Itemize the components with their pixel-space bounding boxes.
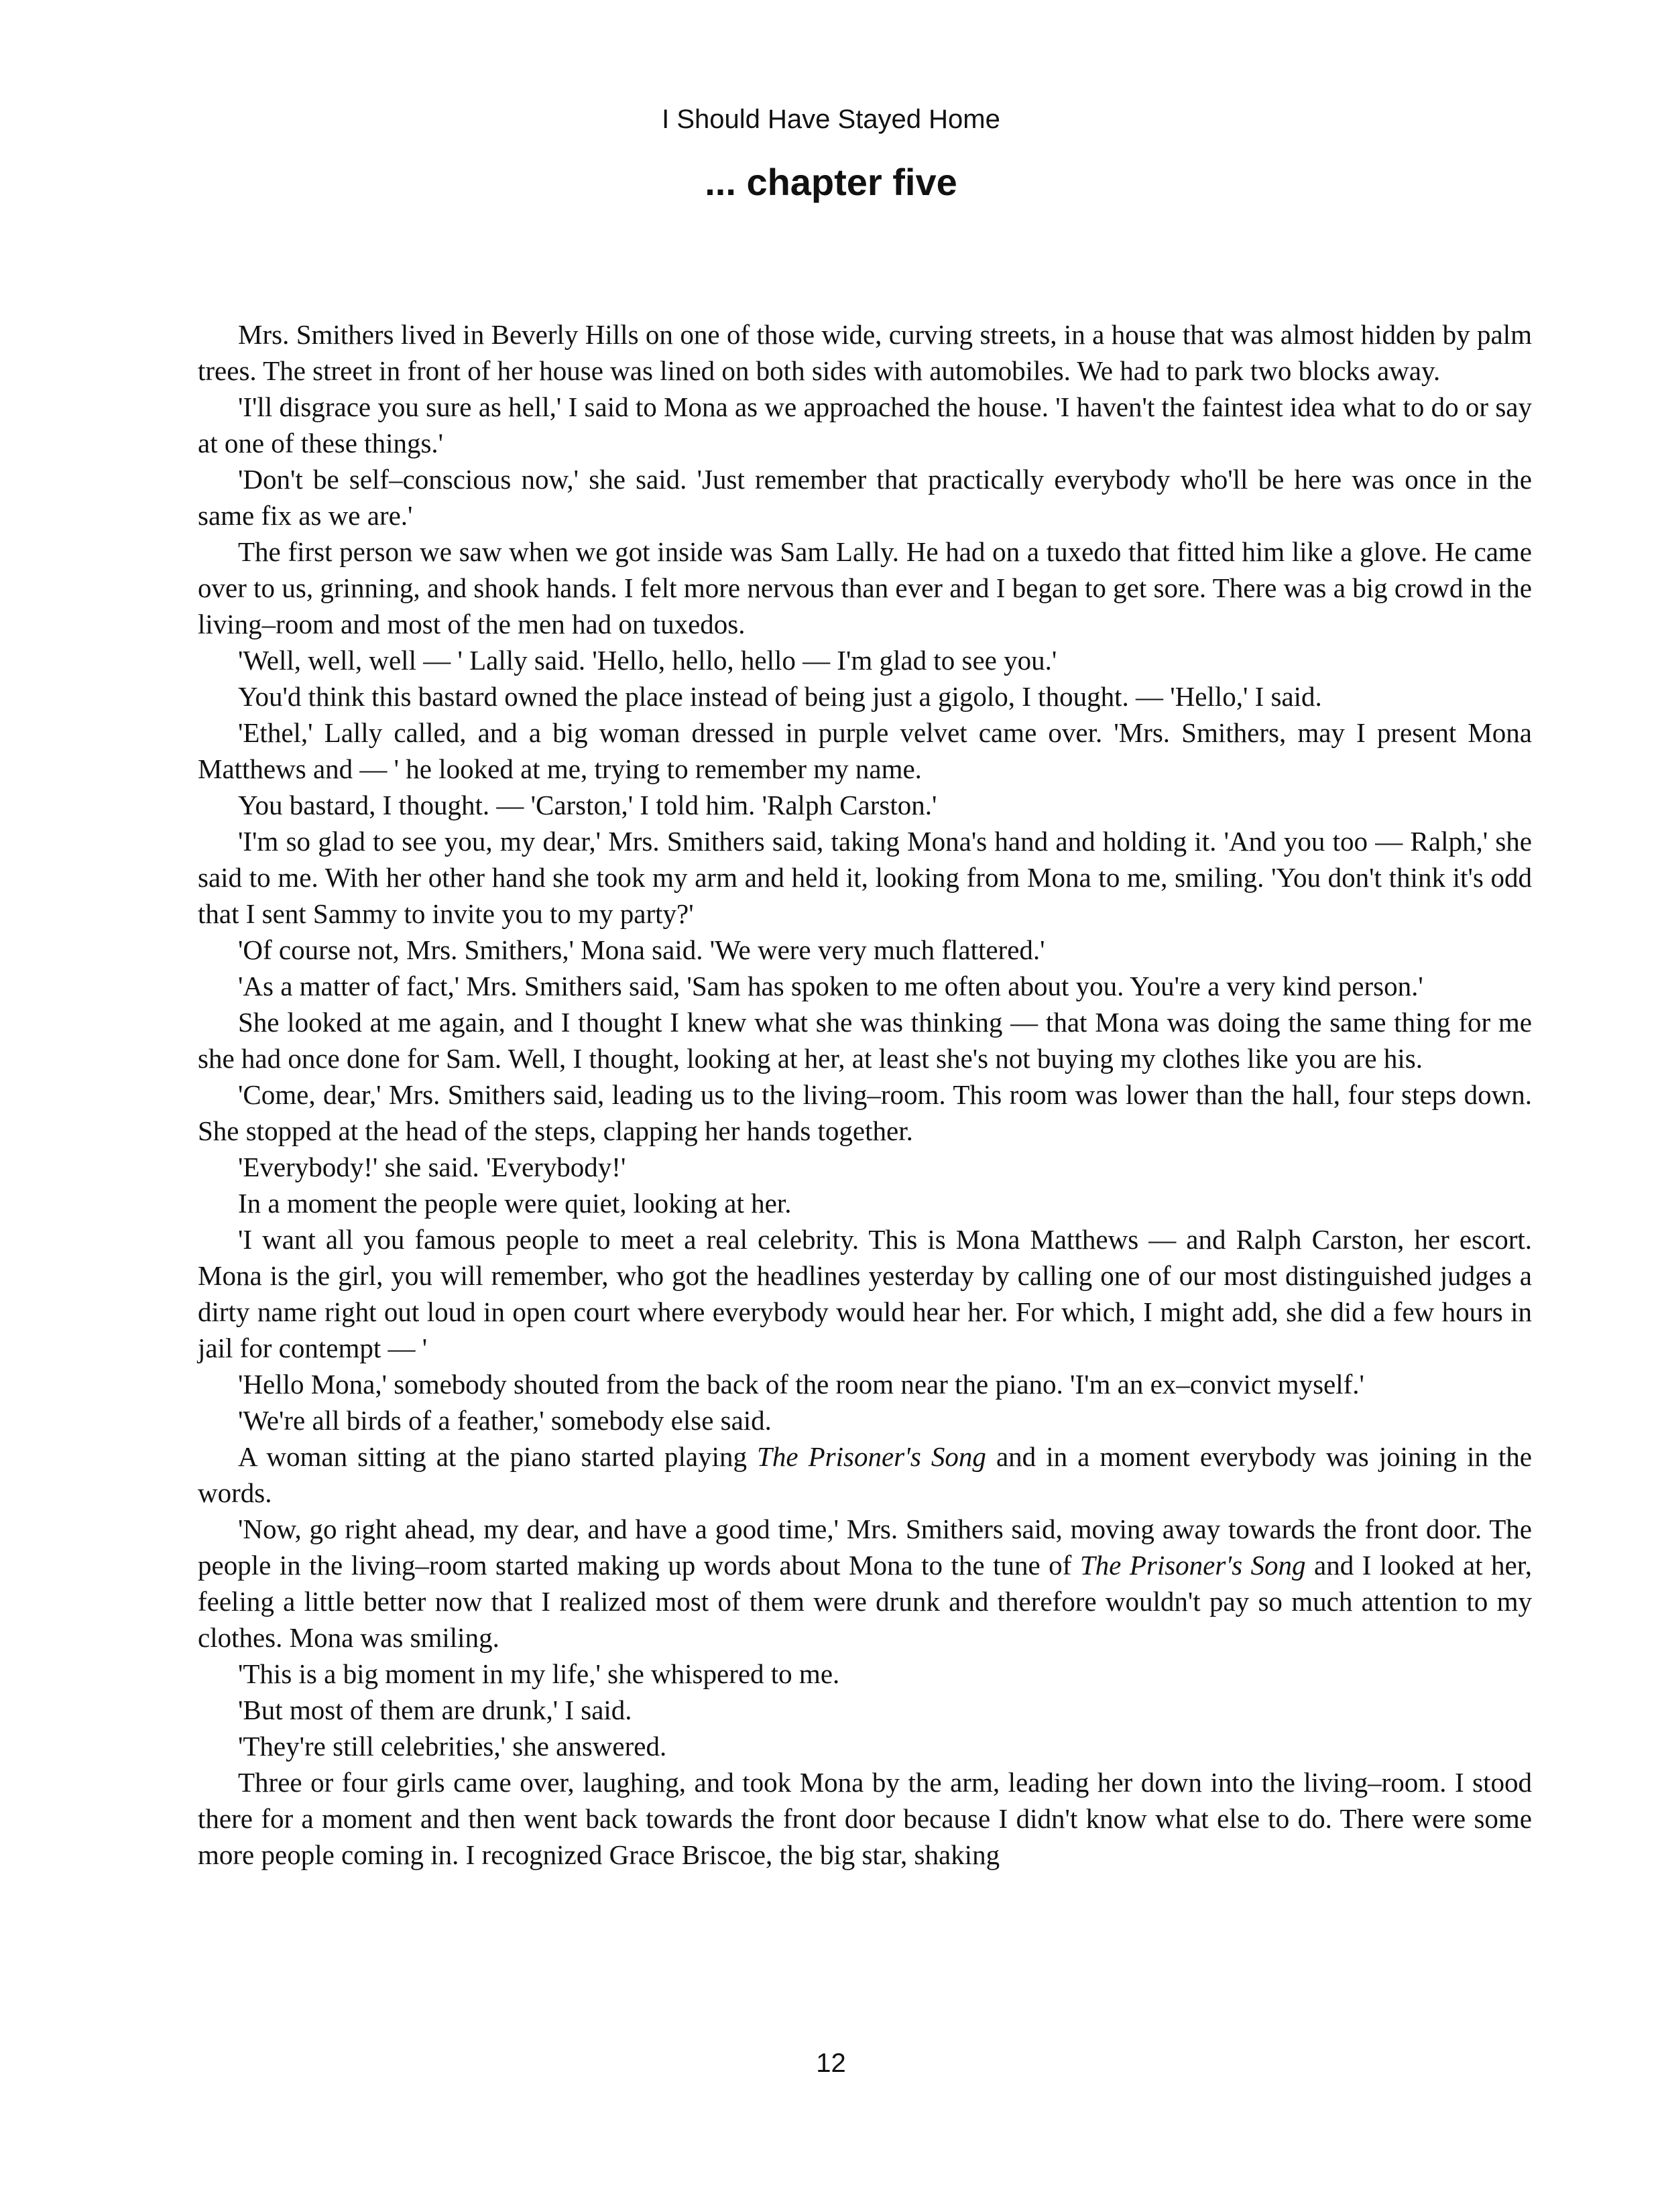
paragraph-text: 'But most of them are drunk,' I said. [238, 1695, 632, 1725]
paragraph [198, 389, 1532, 461]
paragraph [198, 1764, 1532, 1873]
paragraph [198, 1438, 1532, 1511]
paragraph-text: 'Don't be self–conscious now,' she said. 'Just remember that practically everybody who'll be here was once in the same fix as we are.' [198, 464, 1532, 531]
paragraph [198, 1004, 1532, 1077]
paragraph [198, 316, 1532, 389]
paragraph-text: 'I'll disgrace you sure as hell,' I said to Mona as we approached the house. 'I haven't the faintest idea what to do or say at one of these things.' [198, 391, 1532, 458]
paragraph-text: and in a moment everybody was joining in the words. [198, 1441, 1533, 1508]
paragraph [198, 1728, 1532, 1764]
paragraph [198, 642, 1532, 678]
paragraph-text: 'As a matter of fact,' Mrs. Smithers said, 'Sam has spoken to me often about you. You're a very kind person.' [238, 971, 1423, 1001]
paragraph [198, 1402, 1532, 1438]
paragraph [198, 1692, 1532, 1728]
paragraph-text: You bastard, I thought. — 'Carston,' I told him. 'Ralph Carston.' [238, 790, 937, 820]
paragraph-text: 'I'm so glad to see you, my dear,' Mrs. Smithers said, taking Mona's hand and holding it. 'And you too — Ralph,' she said to me. With her other hand she took my arm and held it, looking from Mona to me, smiling. 'You don't think it's odd that I sent Sammy to invite you to my party?' [198, 826, 1532, 929]
paragraph-text: 'Ethel,' Lally called, and a big woman dressed in purple velvet came over. 'Mrs. Smithers, may I present Mona Matthews and — ' he looked at me, trying to remember my name. [198, 717, 1532, 784]
paragraph-text: She looked at me again, and I thought I knew what she was thinking — that Mona was doing the same thing for me she had once done for Sam. Well, I thought, looking at her, at least she's not buying my clothes like you are his. [198, 1007, 1532, 1074]
paragraph [198, 968, 1532, 1004]
paragraph [198, 1366, 1532, 1402]
paragraph-text: 'Now, go right ahead, my dear, and have a good time,' Mrs. Smithers said, moving away towards the front door. The people in the living–room started making up words about Mona to the tune of [198, 1514, 1532, 1581]
paragraph-text: 'We're all birds of a feather,' somebody else said. [238, 1405, 772, 1436]
paragraph-text: 'Well, well, well — ' Lally said. 'Hello, hello, hello — I'm glad to see you.' [238, 645, 1057, 676]
paragraph-text: 'Everybody!' she said. 'Everybody!' [238, 1152, 626, 1182]
paragraph [198, 1221, 1532, 1366]
paragraph [198, 1185, 1532, 1221]
paragraph-text: 'Come, dear,' Mrs. Smithers said, leading us to the living–room. This room was lower than the hall, four steps down. She stopped at the head of the steps, clapping her hands together. [198, 1079, 1532, 1146]
paragraph-text: You'd think this bastard owned the place instead of being just a gigolo, I thought. — 'Hello,' I said. [238, 681, 1322, 712]
paragraph [198, 1656, 1532, 1692]
paragraph-text: 'Of course not, Mrs. Smithers,' Mona said. 'We were very much flattered.' [238, 934, 1045, 965]
page-number: 12 [816, 2048, 846, 2078]
paragraph-text: A woman sitting at the piano started playing [238, 1441, 758, 1472]
paragraph-text: 'They're still celebrities,' she answered. [238, 1731, 667, 1762]
running-head: I Should Have Stayed Home [662, 105, 1000, 134]
paragraph-text: Three or four girls came over, laughing, and took Mona by the arm, leading her down into the living–room. I stood there for a moment and then went back towards the front door because I didn't know what else to do. There were some more people coming in. I recognized Grace Briscoe, the big star, shaking [198, 1767, 1532, 1870]
paragraph-text: In a moment the people were quiet, looking at her. [238, 1188, 792, 1219]
paragraph [198, 787, 1532, 823]
song-title: The Prisoner's Song [1079, 1550, 1306, 1581]
chapter-title: ... chapter five [705, 161, 957, 203]
paragraph-text: 'I want all you famous people to meet a real celebrity. This is Mona Matthews — and Ralph Carston, her escort. Mona is the girl, you will remember, who got the headlines yesterday by calling one of our most distinguished judges a dirty name right out loud in open court where everybody would hear her. For which, I might add, she did a few hours in jail for contempt — ' [198, 1224, 1532, 1363]
paragraph [198, 1077, 1532, 1149]
paragraph-text: and I looked at her, feeling a little better now that I realized most of them were drunk and therefore wouldn't pay so much attention to my clothes. Mona was smiling. [198, 1550, 1532, 1653]
paragraph-text: Mrs. Smithers lived in Beverly Hills on one of those wide, curving streets, in a house that was almost hidden by palm trees. The street in front of her house was lined on both sides with automobiles. We had to park two blocks away. [198, 319, 1532, 386]
song-title: The Prisoner's Song [757, 1441, 986, 1472]
paragraph [198, 534, 1532, 642]
paragraph [198, 1149, 1532, 1185]
paragraph-text: 'Hello Mona,' somebody shouted from the back of the room near the piano. 'I'm an ex–convict myself.' [238, 1369, 1364, 1400]
paragraph [198, 715, 1532, 787]
paragraph [198, 932, 1532, 968]
paragraph [198, 823, 1532, 932]
paragraph [198, 1511, 1532, 1656]
paragraph-text: The first person we saw when we got inside was Sam Lally. He had on a tuxedo that fitted him like a glove. He came over to us, grinning, and shook hands. I felt more nervous than ever and I began to get sore. There was a big crowd in the living–room and most of the men had on tuxedos. [198, 536, 1532, 639]
paragraph-text: 'This is a big moment in my life,' she whispered to me. [238, 1658, 840, 1689]
body-text [198, 316, 1532, 1873]
paragraph [198, 678, 1532, 715]
paragraph [198, 461, 1532, 534]
